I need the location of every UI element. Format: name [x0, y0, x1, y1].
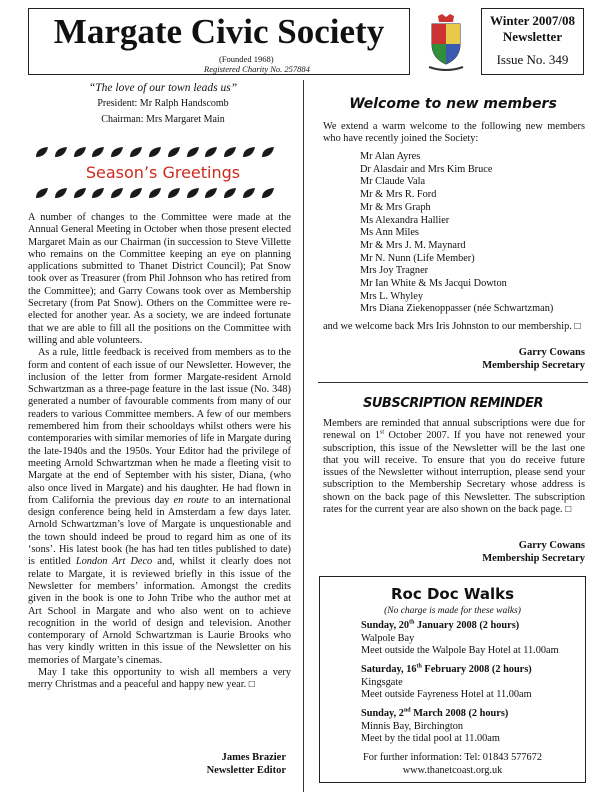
leaf-icon: [223, 146, 237, 158]
leaf-icon: [261, 187, 275, 199]
motto: “The love of our town leads us”: [88, 82, 238, 94]
leaf-icon: [73, 146, 87, 158]
leaf-icon: [261, 146, 275, 158]
member-item: Ms Alexandra Hallier: [360, 214, 450, 226]
walks-note: (No charge is made for these walks): [384, 606, 521, 616]
leaf-icon: [35, 146, 49, 158]
leaf-icon: [167, 146, 181, 158]
season: Winter 2007/08: [489, 13, 576, 28]
editor-name: James Brazier: [221, 752, 286, 763]
founded-text: (Founded 1968): [219, 54, 274, 64]
walk-meet: Meet by the tidal pool at 11.00am: [361, 733, 500, 745]
walk-date-rest: March 2008 (2 hours): [410, 708, 509, 719]
leaf-icon: [91, 187, 105, 199]
member-item: Mr Claude Vala: [360, 176, 426, 188]
column-divider: [303, 80, 304, 792]
subscription-text-2: October 2007. If you have not renewed your subscription, this issue of the Newsletter will be the last one that you will receive. To ensure that you do receive future issues of the Newsletter without interruption, please send your subscription to the Membership Secretary whose address is shown on the back page of this Newsletter. The subscription rates for the current year are also shown on the back page. □: [323, 430, 585, 516]
welcome-signature-name: Garry Cowans: [518, 347, 585, 358]
leaf-icon: [110, 146, 124, 158]
leaf-icon: [223, 187, 237, 199]
welcome-signature-role: Membership Secretary: [482, 360, 585, 371]
member-item: Mr N. Nunn (Life Member): [360, 252, 475, 264]
editorial-paragraph-1: A number of changes to the Committee were made at the Annual General Meeting in October when those present elected Margaret Main as our Chairman (in succession to Steve Villette who remains on the Committee keeping an eye on planning applications submitted to Thanet District Council); Pat Snow took over as Treasurer (from Phil Johnson who has retired from the Committee); and Garry Cowans took over as Membership Secretary (from Pat Snow). Others on the Committee were re-elected for another year. As a society, we are indeed fortunate that we are able to fill all the positions on the Committee with willing and able volunteers.: [28, 212, 291, 346]
walk-date: [361, 620, 585, 633]
issue-number: Issue No. 349: [496, 52, 569, 67]
leaf-icon: [35, 187, 49, 199]
chairman: Chairman: Mrs Margaret Main: [101, 114, 225, 125]
leaf-border-bottom: [35, 187, 275, 199]
leaf-icon: [110, 187, 124, 199]
editorial-column: [28, 212, 291, 692]
member-item: Mr Alan Ayres: [360, 151, 421, 162]
leaf-icon: [186, 187, 200, 199]
leaf-icon: [129, 187, 143, 199]
walk-date-suffix: th: [409, 619, 415, 626]
member-item: Mr Ian White & Ms Jacqui Dowton: [360, 278, 507, 290]
walk-item: [361, 664, 585, 702]
member-item: Mrs Joy Tragner: [360, 265, 429, 277]
walk-date-suffix: nd: [403, 707, 411, 714]
subscription-date-suffix: st: [380, 429, 385, 436]
walk-date-rest: January 2008 (2 hours): [414, 620, 520, 631]
walk-date-day: Sunday, 20: [361, 620, 410, 631]
editorial-paragraph-2: [28, 347, 291, 667]
leaf-icon: [242, 187, 256, 199]
walk-date-rest: February 2008 (2 hours): [421, 664, 532, 675]
member-item: Ms Ann Miles: [360, 227, 419, 239]
leaf-icon: [204, 187, 218, 199]
leaf-icon: [186, 146, 200, 158]
subscription-text: [323, 418, 585, 516]
title-box: [28, 8, 410, 75]
walk-date-suffix: th: [416, 663, 422, 670]
member-item: Mrs L. Whyley: [360, 290, 424, 302]
leaf-icon: [73, 187, 87, 199]
walks-website: www.thanetcoast.org.uk: [402, 765, 503, 776]
member-item: Mr & Mrs Graph: [360, 201, 431, 213]
leaf-icon: [54, 187, 68, 199]
editorial-paragraph-2-start: As a rule, little feedback is received from members as to the form and content of each issue of our Newsletter. However, the inclusion of the letter from former Margate-resident Arnold Schwartzman as a three-page feature in the last issue (No. 348) generated a number of favourable comments from many of our readers to various Committee members. A few of our members remembered him from their schooldays whilst others were his contemporaries with similar memories of life in Margate during the late-1940s and the 1950s. Your Editor had the privilege of meeting Arnold Schwartzman when he made a fleeting visit to Margate at the end of September with his sister, Diana, (who also once lived in Margate) and his daughter. He had flown in from California the previous day: [28, 347, 291, 506]
book-title: London Art Deco: [75, 556, 153, 568]
walk-date-day: Sunday, 2: [361, 708, 404, 719]
subscription-signature-role: Membership Secretary: [482, 553, 585, 564]
leaf-icon: [91, 146, 105, 158]
subscription-text-1: Members are reminded that annual subscriptions were due for renewal on 1: [323, 418, 585, 442]
walk-date-day: Saturday, 16: [361, 664, 417, 675]
issue-box: [481, 8, 584, 75]
leaf-icon: [242, 146, 256, 158]
en-route-text: en route: [173, 494, 209, 506]
seasons-greetings: Season’s Greetings: [85, 163, 241, 182]
walks-heading: Roc Doc Walks: [390, 585, 515, 603]
newsletter-label: Newsletter: [502, 29, 563, 44]
walk-date: [361, 708, 585, 721]
walk-place: Minnis Bay, Birchington: [361, 720, 464, 732]
president: President: Mr Ralph Handscomb: [97, 98, 229, 109]
member-list: [360, 151, 585, 316]
walk-item: [361, 620, 585, 658]
member-item: Mr & Mrs R. Ford: [360, 189, 437, 201]
member-item: Mrs Diana Ziekenoppasser (née Schwartzman): [360, 303, 554, 315]
crest-logo: [425, 12, 467, 74]
leaf-icon: [129, 146, 143, 158]
walk-item: [361, 708, 585, 746]
walks-box: [319, 576, 586, 783]
walk-date: [361, 664, 585, 677]
welcome-heading: Welcome to new members: [349, 96, 557, 112]
walk-place: Walpole Bay: [361, 632, 415, 644]
subscription-heading: SUBSCRIPTION REMINDER: [363, 396, 543, 411]
editorial-paragraph-2-end: and, whilst it clearly does not relate to Margate, it is reviewed briefly in this issue of the Newsletter for members’ information. Amongst the credits given in the book is one to John Tribe who the author met at Art School in Margate and who also went on to achieve recognition in the world of design and television. Another contemporary of Arnold Schwartzman is Laurie Brooks who has very kindly written in this issue of the Newsletter on his memories of Margate’s cinemas.: [28, 556, 292, 666]
walks-info: For further information: Tel: 01843 577672: [363, 752, 542, 763]
walk-meet: Meet outside Fayreness Hotel at 11.00am: [361, 689, 532, 701]
leaf-icon: [148, 187, 162, 199]
member-item: Dr Alasdair and Mrs Kim Bruce: [360, 163, 493, 175]
leaf-icon: [148, 146, 162, 158]
walk-place: Kingsgate: [361, 676, 403, 688]
walk-meet: Meet outside the Walpole Bay Hotel at 11.00am: [361, 645, 559, 657]
welcome-closing: and we welcome back Mrs Iris Johnston to our membership. □: [323, 321, 581, 332]
leaf-icon: [167, 187, 181, 199]
charity-number: Registered Charity No. 257884: [204, 64, 310, 74]
leaf-icon: [204, 146, 218, 158]
editorial-paragraph-2-middle: to an international design conference being held in Amsterdam a few days later. Arnold Schwartzman’s love of Margate is unquestionable and the town should indeed be proud to regard him as one of its ‘sons’. His latest book (he has had ten titles published to date) is entitled: [28, 494, 291, 568]
subscription-signature-name: Garry Cowans: [518, 540, 585, 551]
editorial-paragraph-3: May I take this opportunity to wish all members a very merry Christmas and a peaceful and happy new year. □: [28, 666, 291, 691]
welcome-intro: We extend a warm welcome to the following new members who have recently joined the Society:: [323, 121, 585, 145]
section-divider: [318, 382, 588, 383]
editor-role: Newsletter Editor: [206, 765, 286, 776]
member-item: Mr & Mrs J. M. Maynard: [360, 239, 466, 251]
leaf-border-top: [35, 146, 275, 158]
society-title: Margate Civic Society: [53, 12, 385, 51]
leaf-icon: [54, 146, 68, 158]
